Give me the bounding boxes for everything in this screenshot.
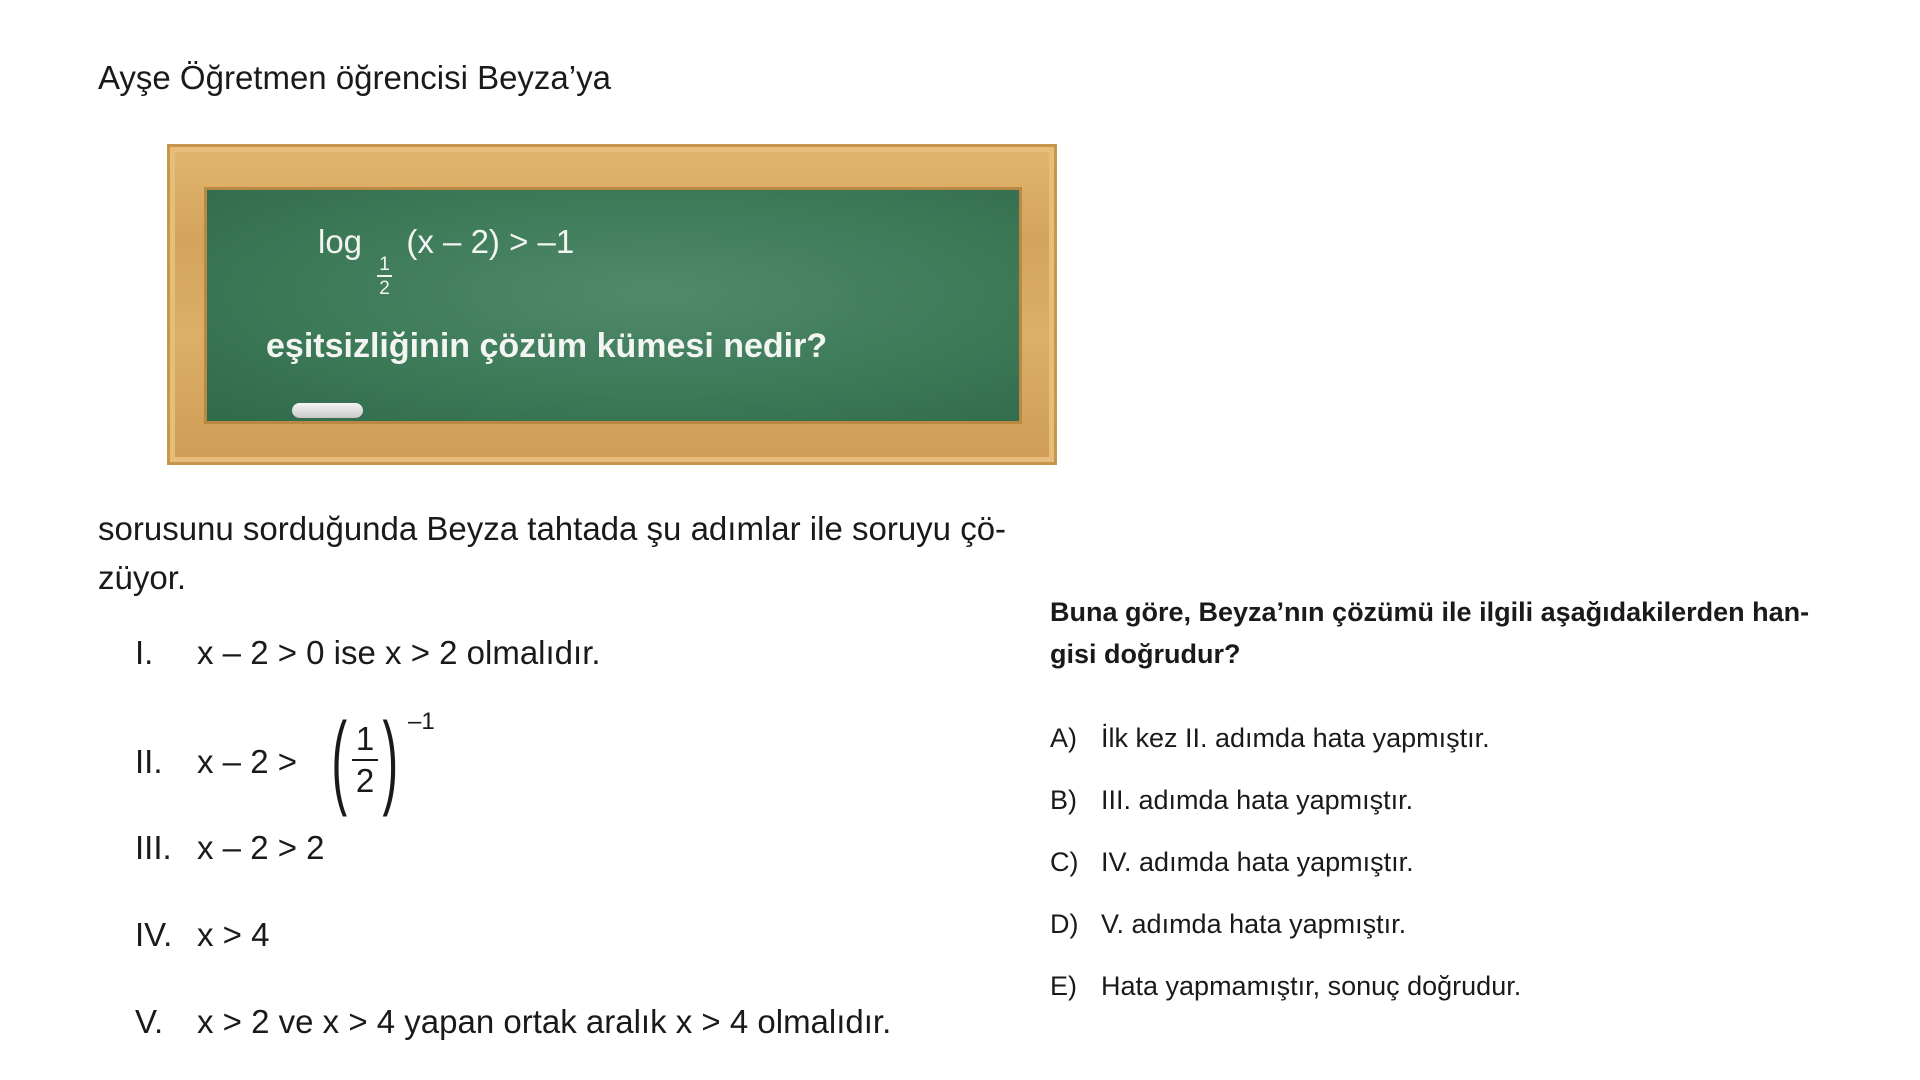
log-base-denominator: 2 xyxy=(379,278,390,299)
option-e-text[interactable]: Hata yapmamıştır, sonuç doğrudur. xyxy=(1101,971,1522,1001)
inequality-formula xyxy=(318,222,575,299)
option-a-letter[interactable]: A) xyxy=(1050,723,1077,753)
option-d-text[interactable]: V. adımda hata yapmıştır. xyxy=(1101,909,1407,939)
option-c-text[interactable]: IV. adımda hata yapmıştır. xyxy=(1101,847,1414,877)
right-paren-icon: ) xyxy=(382,702,399,818)
step-numeral: V. xyxy=(135,1003,164,1040)
step-text: x > 4 xyxy=(197,916,270,953)
fraction-numerator: 1 xyxy=(352,719,378,761)
chalk-icon xyxy=(292,403,363,418)
step-numeral: I. xyxy=(135,634,154,671)
log-base-numerator: 1 xyxy=(379,254,390,275)
exponent: –1 xyxy=(408,708,435,735)
intro-text: Ayşe Öğretmen öğrencisi Beyza’ya xyxy=(98,59,611,96)
option-d-letter[interactable]: D) xyxy=(1050,909,1079,939)
left-paren-icon: ( xyxy=(331,702,348,818)
paragraph-line-1: sorusunu sorduğunda Beyza tahtada şu adımlar ile soruyu çö- xyxy=(98,510,1007,547)
option-a-text[interactable]: İlk kez II. adımda hata yapmıştır. xyxy=(1101,723,1490,753)
paragraph-line-2: züyor. xyxy=(98,559,187,596)
step-numeral: II. xyxy=(135,743,163,780)
inequality-rhs: (x – 2) > –1 xyxy=(406,223,575,260)
option-b-text[interactable]: III. adımda hata yapmıştır. xyxy=(1101,785,1414,815)
step-text: x – 2 > 2 xyxy=(197,829,325,866)
step-numeral: III. xyxy=(135,829,172,866)
option-b-letter[interactable]: B) xyxy=(1050,785,1077,815)
step-numeral: IV. xyxy=(135,916,173,953)
question-line-1: Buna göre, Beyza’nın çözümü ile ilgili aşağıdakilerden han- xyxy=(1050,597,1810,627)
board-question: eşitsizliğinin çözüm kümesi nedir? xyxy=(266,327,828,365)
fraction-denominator: 2 xyxy=(355,762,375,799)
option-c-letter[interactable]: C) xyxy=(1050,847,1079,877)
step-text: x > 2 ve x > 4 yapan ortak aralık x > 4 olmalıdır. xyxy=(197,1003,892,1040)
fraction xyxy=(352,719,378,801)
step-fraction xyxy=(322,702,435,818)
step-text: x – 2 > xyxy=(197,743,297,780)
log-label: log xyxy=(318,223,363,260)
log-base xyxy=(371,254,397,299)
step-text: x – 2 > 0 ise x > 2 olmalıdır. xyxy=(197,634,601,671)
option-e-letter[interactable]: E) xyxy=(1050,971,1077,1001)
question-line-2: gisi doğrudur? xyxy=(1050,639,1241,669)
